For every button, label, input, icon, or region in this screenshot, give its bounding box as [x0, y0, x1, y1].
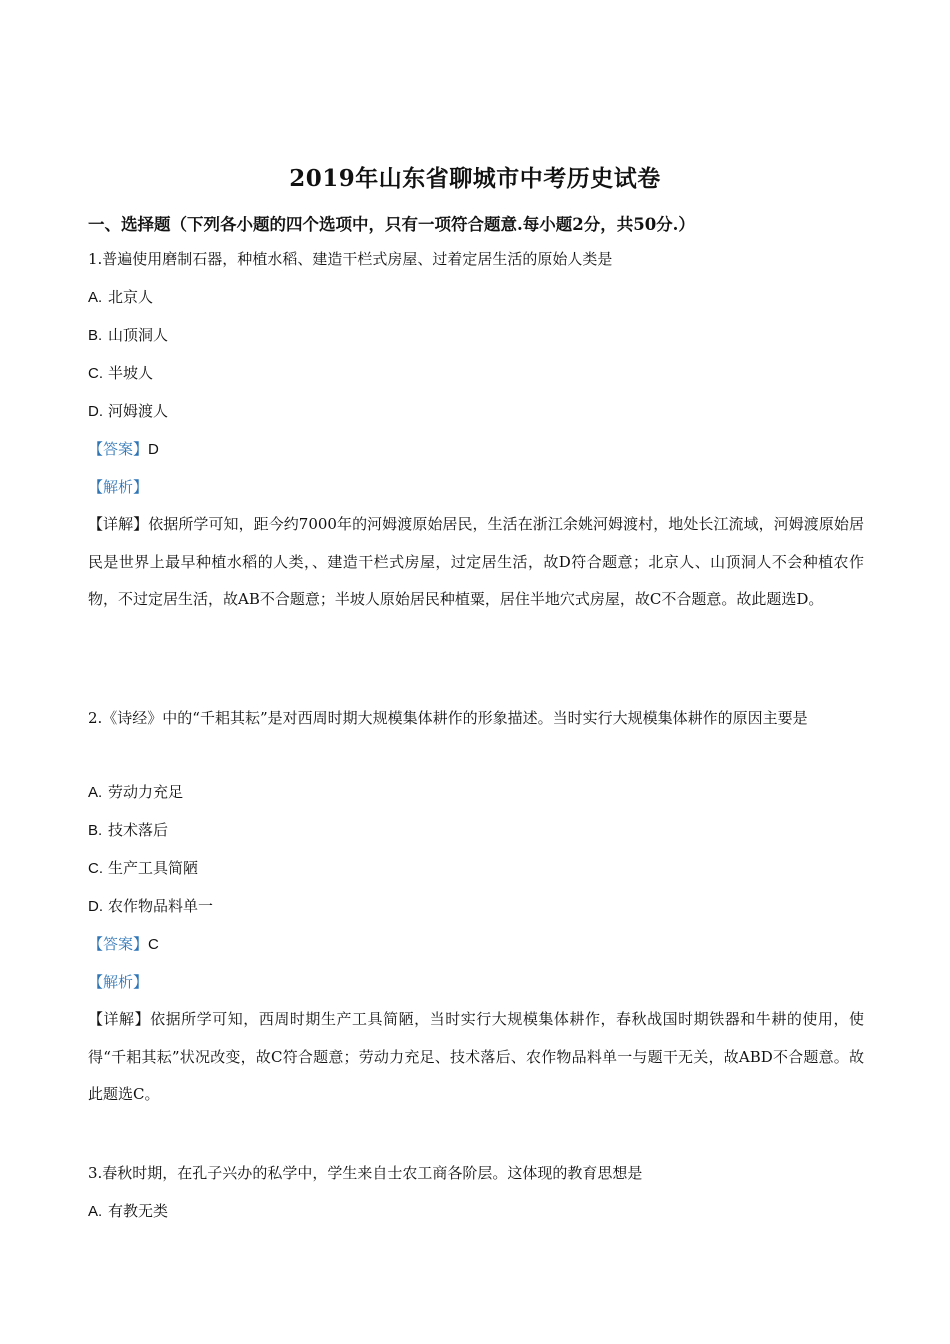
- option-text: 山顶洞人: [108, 326, 169, 344]
- question-1-answer: [88, 439, 159, 460]
- question-2-answer: [88, 934, 159, 955]
- option-letter: D.: [88, 898, 103, 915]
- section-heading: 一、选择题（下列各小题的四个选项中，只有一项符合题意.每小题2分，共50分.）: [88, 215, 695, 234]
- detail-text: 依据所学可知，距今约7000年的河姆渡原始居民，生活在浙江余姚河姆渡村，地处长江流域，河姆渡原始居民是世界上最早种植水稻的人类，、建造干栏式房屋，过定居生活，故D符合题意；北京人、山顶洞人不会种植农作物，不过定居生活，故AB不合题意；半坡人原始居民种植粟，居住半地穴式房屋，故C不合题意。故此题选D。: [88, 515, 864, 609]
- question-2-analysis-label: [88, 972, 148, 992]
- question-2-option-d: [88, 896, 213, 917]
- option-text: 半坡人: [108, 364, 154, 382]
- option-text: 生产工具简陋: [108, 859, 199, 877]
- option-text: 河姆渡人: [108, 402, 169, 420]
- question-1-option-b: [88, 325, 168, 346]
- question-2-option-a: [88, 782, 183, 803]
- answer-value: C: [148, 936, 159, 953]
- option-letter: C.: [88, 860, 103, 877]
- option-letter: B.: [88, 822, 103, 839]
- option-text: 有教无类: [108, 1202, 169, 1220]
- option-letter: C.: [88, 365, 103, 382]
- option-letter: A.: [88, 784, 103, 801]
- question-2-option-c: [88, 858, 198, 879]
- question-3-option-a: [88, 1201, 168, 1222]
- analysis-label: 【解析】: [88, 973, 149, 991]
- answer-label: 【答案】: [88, 440, 149, 458]
- detail-label: 【详解】: [88, 515, 149, 533]
- option-letter: A.: [88, 1203, 103, 1220]
- option-letter: A.: [88, 289, 103, 306]
- question-2-detail: [88, 1001, 864, 1114]
- question-1-analysis-label: [88, 477, 148, 497]
- question-2-stem: 2.《诗经》中的“千耜其耘”是对西周时期大规模集体耕作的形象描述。当时实行大规模集体耕作的原因主要是: [88, 709, 808, 727]
- question-3-stem: 3.春秋时期，在孔子兴办的私学中，学生来自士农工商各阶层。这体现的教育思想是: [88, 1164, 643, 1182]
- question-1-detail: [88, 506, 864, 619]
- analysis-label: 【解析】: [88, 478, 149, 496]
- question-2-option-b: [88, 820, 168, 841]
- option-letter: B.: [88, 327, 103, 344]
- option-text: 技术落后: [108, 821, 169, 839]
- answer-label: 【答案】: [88, 935, 149, 953]
- option-text: 农作物品料单一: [108, 897, 214, 915]
- option-letter: D.: [88, 403, 103, 420]
- question-1-option-a: [88, 287, 153, 308]
- answer-value: D: [148, 441, 159, 458]
- question-1-stem: 1.普遍使用磨制石器，种植水稻、建造干栏式房屋、过着定居生活的原始人类是: [88, 250, 613, 268]
- detail-label: 【详解】: [88, 1010, 151, 1028]
- question-1-option-d: [88, 401, 168, 422]
- question-1-option-c: [88, 363, 153, 384]
- detail-text: 依据所学可知，西周时期生产工具简陋，当时实行大规模集体耕作，春秋战国时期铁器和牛耕的使用，使得“千耜其耘”状况改变，故C符合题意；劳动力充足、技术落后、农作物品料单一与题干无关，故ABD不合题意。故此题选C。: [88, 1010, 864, 1104]
- page-title: 2019年山东省聊城市中考历史试卷: [289, 165, 661, 192]
- option-text: 劳动力充足: [108, 783, 184, 801]
- option-text: 北京人: [108, 288, 154, 306]
